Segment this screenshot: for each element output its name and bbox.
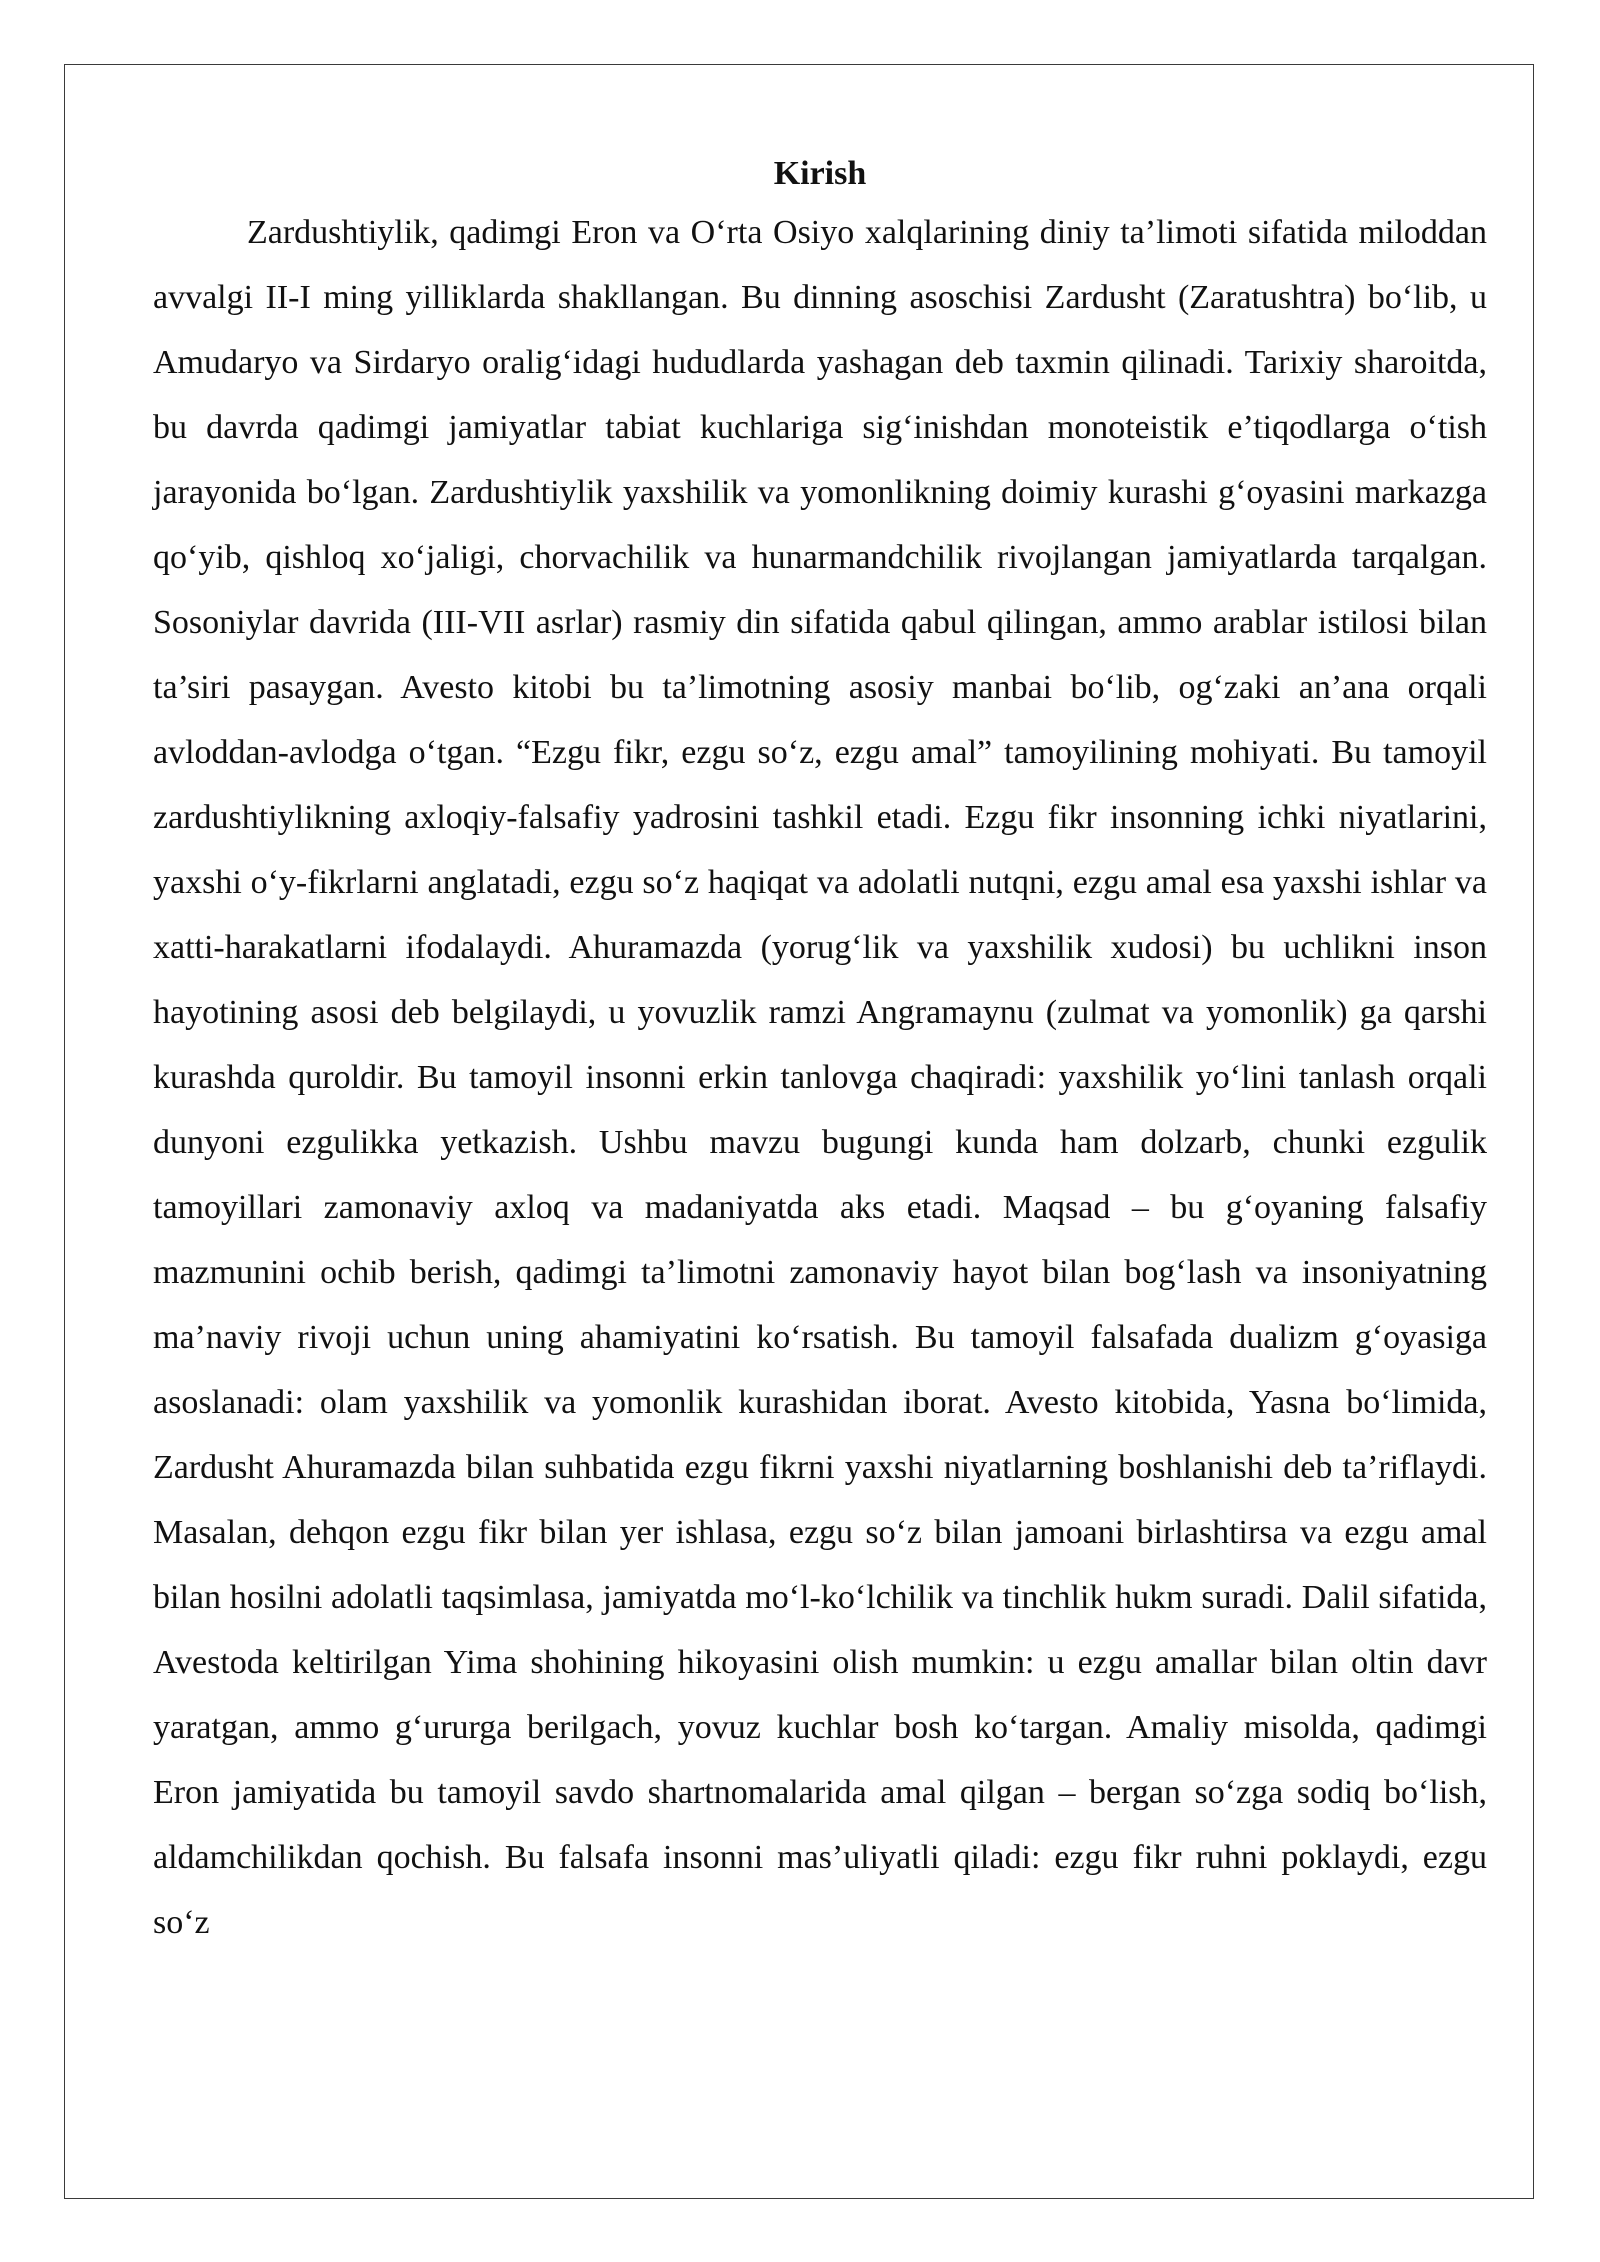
page-content [153,148,1487,1955]
body-paragraph: Zardushtiylik, qadimgi Eron va O‘rta Osiyo xalqlarining diniy ta’limoti sifatida miloddan avvalgi II-I ming yilliklarda shakllangan. Bu dinning asoschisi Zardusht (Zaratushtra) bo‘lib, u Amudaryo va Sirdaryo oralig‘idagi hududlarda yashagan deb taxmin qilinadi. Tarixiy sharoitda, bu davrda qadimgi jamiyatlar tabiat kuchlariga sig‘inishdan monoteistik e’tiqodlarga o‘tish jarayonida bo‘lgan. Zardushtiylik yaxshilik va yomonlikning doimiy kurashi g‘oyasini markazga qo‘yib, qishloq xo‘jaligi, chorvachilik va hunarmandchilik rivojlangan jamiyatlarda tarqalgan. Sosoniylar davrida (III-VII asrlar) rasmiy din sifatida qabul qilingan, ammo arablar istilosi bilan ta’siri pasaygan. Avesto kitobi bu ta’limotning asosiy manbai bo‘lib, og‘zaki an’ana orqali avloddan-avlodga o‘tgan. “Ezgu fikr, ezgu so‘z, ezgu amal” tamoyilining mohiyati. Bu tamoyil zardushtiylikning axloqiy-falsafiy yadrosini tashkil etadi. Ezgu fikr insonning ichki niyatlarini, yaxshi o‘y-fikrlarni anglatadi, ezgu so‘z haqiqat va adolatli nutqni, ezgu amal esa yaxshi ishlar va xatti-harakatlarni ifodalaydi. Ahuramazda (yorug‘lik va yaxshilik xudosi) bu uchlikni inson hayotining asosi deb belgilaydi, u yovuzlik ramzi Angramaynu (zulmat va yomonlik) ga qarshi kurashda quroldir. Bu tamoyil insonni erkin tanlovga chaqiradi: yaxshilik yo‘lini tanlash orqali dunyoni ezgulikka yetkazish. Ushbu mavzu bugungi kunda ham dolzarb, chunki ezgulik tamoyillari zamonaviy axloq va madaniyatda aks etadi. Maqsad – bu g‘oyaning falsafiy mazmunini ochib berish, qadimgi ta’limotni zamonaviy hayot bilan bog‘lash va insoniyatning ma’naviy rivoji uchun uning ahamiyatini ko‘rsatish. Bu tamoyil falsafada dualizm g‘oyasiga asoslanadi: olam yaxshilik va yomonlik kurashidan iborat. Avesto kitobida, Yasna bo‘limida, Zardusht Ahuramazda bilan suhbatida ezgu fikrni yaxshi niyatlarning boshlanishi deb ta’riflaydi. Masalan, dehqon ezgu fikr bilan yer ishlasa, ezgu so‘z bilan jamoani birlashtirsa va ezgu amal bilan hosilni adolatli taqsimlasa, jamiyatda mo‘l-ko‘lchilik va tinchlik hukm suradi. Dalil sifatida, Avestoda keltirilgan Yima shohining hikoyasini olish mumkin: u ezgu amallar bilan oltin davr yaratgan, ammo g‘ururga berilgach, yovuz kuchlar bosh ko‘targan. Amaliy misolda, qadimgi Eron jamiyatida bu tamoyil savdo shartnomalarida amal qilgan – bergan so‘zga sodiq bo‘lish, aldamchilikdan qochish. Bu falsafa insonni mas’uliyatli qiladi: ezgu fikr ruhni poklaydi, ezgu so‘z [153,214,1487,1941]
document-title: Kirish [773,155,867,192]
